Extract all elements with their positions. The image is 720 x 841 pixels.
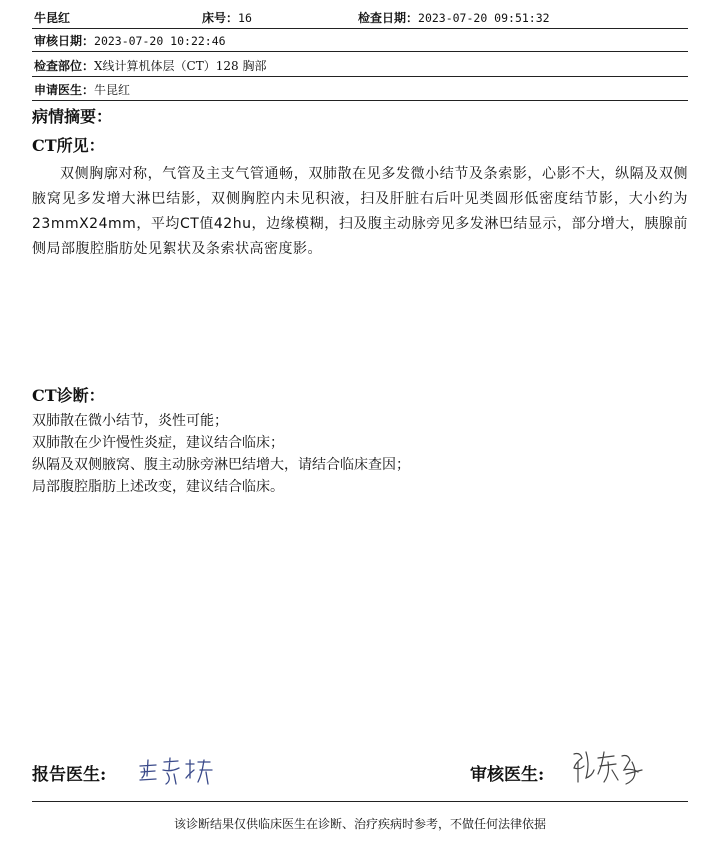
- review-doctor-label: 审核医生:: [470, 765, 545, 785]
- review-date-label: 审核日期：: [34, 34, 95, 48]
- review-signature-image: [568, 748, 648, 788]
- diagnosis-item: 纵隔及双侧腋窝、腹主动脉旁淋巴结增大，请结合临床查因；: [32, 457, 410, 473]
- report-signature-image: [136, 754, 216, 788]
- report-doctor-label: 报告医生:: [32, 765, 107, 785]
- requesting-doctor-value: 牛昆红: [94, 83, 131, 97]
- bed-number: [202, 10, 252, 26]
- diagnosis-item: 局部腹腔脂肪上述改变，建议结合临床。: [32, 479, 284, 495]
- review-date-value: 2023-07-20 10:22:46: [94, 34, 226, 48]
- summary-title: 病情摘要：: [32, 107, 113, 126]
- requesting-doctor-row: [32, 80, 688, 101]
- diagnosis-item: 双肺散在微小结节，炎性可能；: [32, 413, 228, 429]
- exam-date-label: 检查日期：: [358, 11, 419, 25]
- exam-part-row: [32, 56, 688, 77]
- header-row: [32, 8, 688, 29]
- patient-name: 牛昆红: [34, 11, 71, 25]
- footer-divider: [32, 801, 688, 802]
- diagnosis-item: 双肺散在少许慢性炎症，建议结合临床；: [32, 435, 284, 451]
- exam-part-value: X线计算机体层（CT）128 胸部: [94, 59, 267, 73]
- bed-label: 床号：: [202, 11, 239, 25]
- footer-disclaimer: 该诊断结果仅供临床医生在诊断、治疗疾病时参考，不做任何法律依据: [173, 817, 546, 831]
- exam-part-label: 检查部位：: [34, 59, 95, 73]
- findings-text: 双侧胸廓对称，气管及主支气管通畅，双肺散在见多发微小结节及条索影，心影不大，纵隔及双侧腋窝见多发增大淋巴结影，双侧胸腔内未见积液，扫及肝脏右后叶见类圆形低密度结节影，大小约为23mmX24mm，平均CT值42hu，边缘模糊，扫及腹主动脉旁见多发淋巴结显示，部分增大，胰腺前侧局部腹腔脂肪处见絮状及条索状高密度影。: [32, 166, 688, 257]
- findings-title: CT所见：: [32, 136, 105, 155]
- requesting-doctor-label: 申请医生：: [34, 83, 95, 97]
- exam-date-value: 2023-07-20 09:51:32: [418, 11, 550, 25]
- diagnosis-list: [32, 410, 688, 498]
- bed-value: 16: [238, 11, 252, 25]
- diagnosis-title: CT诊断：: [32, 386, 105, 405]
- review-date-row: [32, 31, 688, 52]
- exam-date: [358, 10, 550, 26]
